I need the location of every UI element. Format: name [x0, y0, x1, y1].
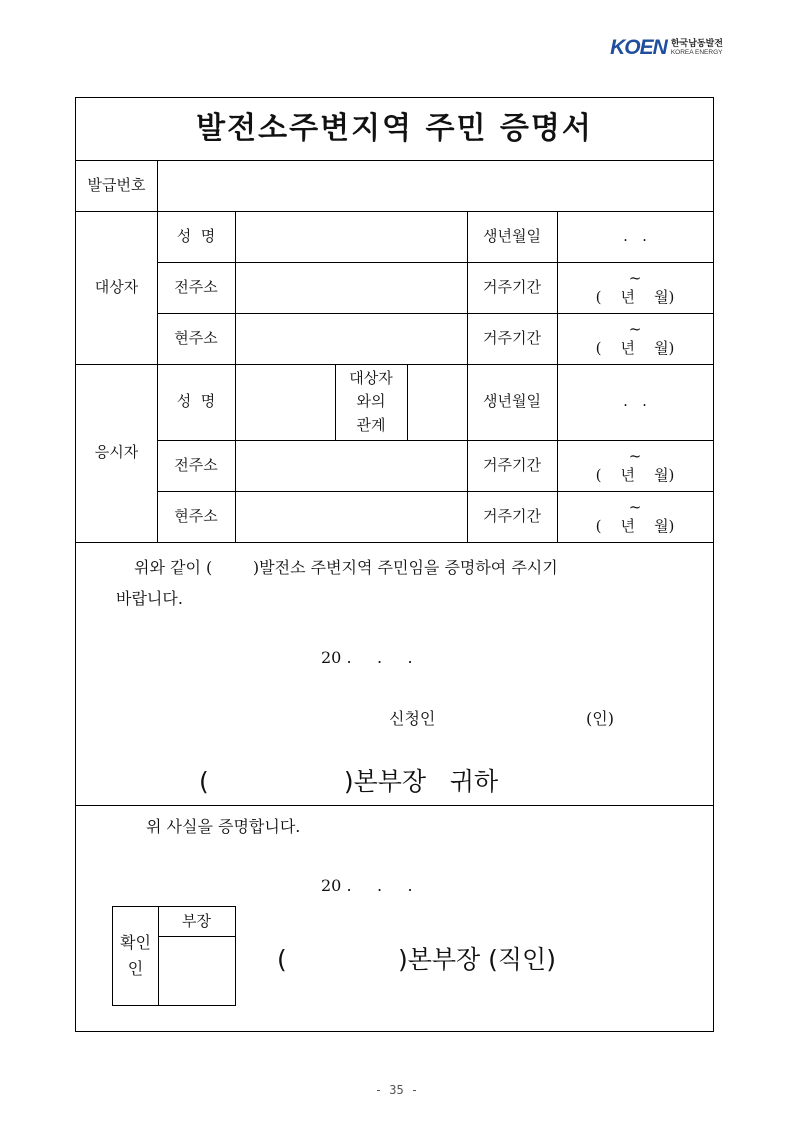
confirmation-box — [112, 906, 236, 1006]
applicant-name-field[interactable] — [236, 365, 334, 439]
applicant-cur-period-label: 거주기간 — [483, 506, 541, 525]
logo-korean-name: 한국남동발전 — [670, 38, 723, 49]
target-cur-period-label: 거주기간 — [483, 328, 541, 347]
applicant-birth-label: 생년월일 — [483, 392, 541, 411]
target-birth-label: 생년월일 — [483, 226, 541, 245]
relation-field[interactable] — [408, 365, 466, 439]
seal-mark: (인) — [586, 709, 614, 728]
period-value: ( 년 월) — [595, 338, 675, 357]
period-value: ( 년 월) — [595, 465, 675, 484]
applicant-birth-field[interactable]: . . — [623, 392, 647, 411]
target-name-field[interactable] — [236, 212, 466, 261]
addressee: ( )본부장 귀하 — [199, 767, 499, 796]
applicant-prev-address-label: 전주소 — [174, 455, 218, 474]
issue-number-field[interactable] — [158, 161, 712, 210]
target-prev-address-field[interactable] — [236, 263, 466, 312]
manager-signature-field[interactable] — [159, 937, 234, 1004]
target-cur-address-label: 현주소 — [174, 328, 218, 347]
request-date[interactable]: 20 . . . — [321, 648, 413, 667]
period-tilde: ~ — [628, 446, 642, 465]
target-cur-address-field[interactable] — [236, 314, 466, 363]
request-text-line2: 바랍니다. — [116, 589, 183, 608]
page-title: 발전소주변지역 주민 증명서 — [196, 111, 593, 147]
applicant-cur-address-label: 현주소 — [174, 506, 218, 525]
period-value: ( 년 월) — [595, 516, 675, 535]
target-group-label: 대상자 — [94, 277, 139, 296]
issue-number-label: 발급번호 — [87, 175, 146, 194]
period-tilde: ~ — [628, 319, 642, 338]
applicant-group-label: 응시자 — [94, 443, 139, 462]
target-cur-period-field[interactable] — [557, 313, 713, 364]
manager-label: 부장 — [182, 911, 211, 930]
certify-date[interactable]: 20 . . . — [321, 876, 413, 895]
logo-english-name: KOREA ENERGY — [670, 48, 723, 56]
logo-mark: KOEN — [610, 36, 667, 59]
target-prev-period-label: 거주기간 — [483, 277, 541, 296]
certificate-form — [75, 97, 714, 1032]
relation-label: 대상자 와의 관계 — [349, 369, 393, 434]
applicant-prev-period-field[interactable] — [557, 440, 713, 491]
applicant-prev-period-label: 거주기간 — [483, 455, 541, 474]
request-text-line1: 위와 같이 ( )발전소 주변지역 주민임을 증명하여 주시기 — [134, 558, 558, 577]
page-number: - 35 - — [374, 1083, 419, 1097]
target-prev-period-field[interactable] — [557, 262, 713, 313]
target-prev-address-label: 전주소 — [174, 277, 218, 296]
applicant-cur-address-field[interactable] — [236, 492, 466, 541]
target-birth-field[interactable]: . . — [623, 226, 647, 245]
period-tilde: ~ — [628, 497, 642, 516]
applicant-prev-address-field[interactable] — [236, 441, 466, 490]
confirm-label: 확인 인 — [120, 933, 151, 978]
applicant-name-label: 성 명 — [176, 392, 216, 411]
target-name-label: 성 명 — [176, 226, 216, 245]
applicant-cur-period-field[interactable] — [557, 491, 713, 542]
koen-logo — [610, 36, 723, 60]
period-value: ( 년 월) — [595, 287, 675, 306]
period-tilde: ~ — [628, 268, 642, 287]
certify-text: 위 사실을 증명합니다. — [146, 817, 301, 836]
applicant-signature-label: 신청인 — [389, 709, 436, 728]
issuer-seal: ( )본부장 (직인) — [277, 945, 556, 974]
